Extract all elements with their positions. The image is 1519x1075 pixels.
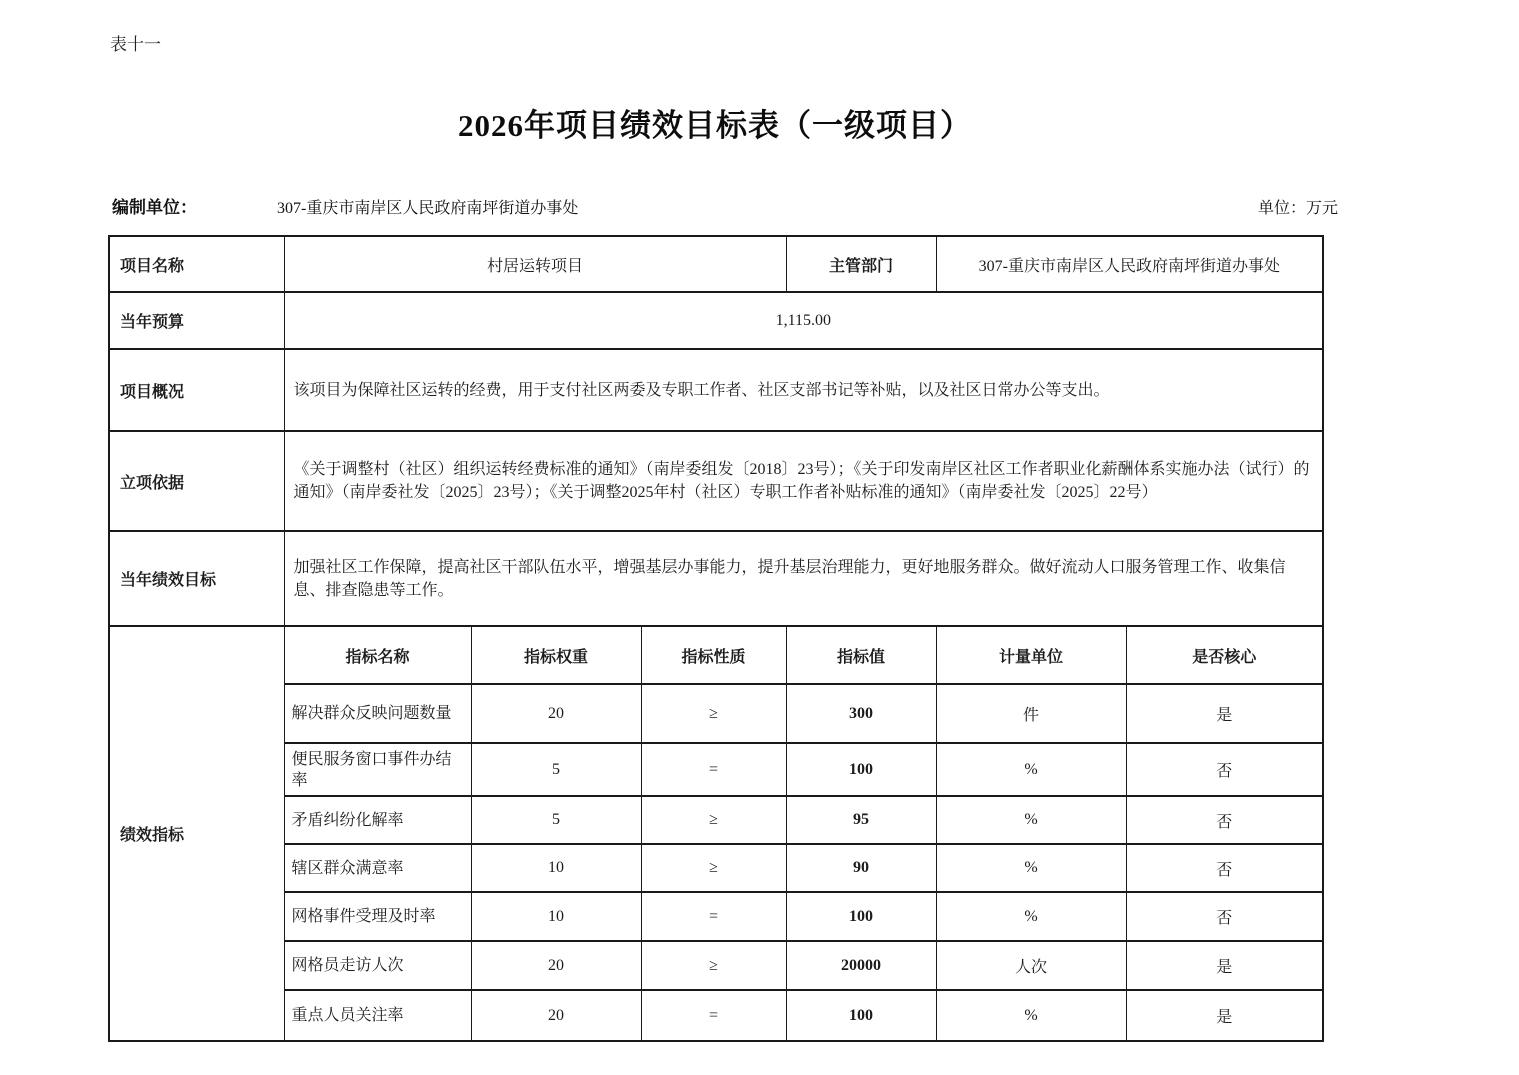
indicator-name: 重点人员关注率 <box>284 990 471 1041</box>
project-name-value: 村居运转项目 <box>284 236 786 292</box>
indicator-weight: 20 <box>471 990 641 1041</box>
indicator-core: 是 <box>1126 990 1323 1041</box>
table-row <box>109 349 1323 431</box>
prepared-by-label: 编制单位： <box>112 198 197 217</box>
indicator-nature: ≥ <box>641 844 786 892</box>
basis-label: 立项依据 <box>109 431 284 531</box>
col-header-value: 指标值 <box>786 626 936 684</box>
department-label: 主管部门 <box>786 236 936 292</box>
indicator-nature: = <box>641 743 786 796</box>
indicator-row <box>109 684 1323 743</box>
indicator-row <box>109 892 1323 941</box>
indicator-value: 100 <box>786 892 936 941</box>
indicator-name: 矛盾纠纷化解率 <box>284 796 471 844</box>
indicator-value: 90 <box>786 844 936 892</box>
indicator-unit: % <box>936 892 1126 941</box>
table-row <box>109 531 1323 626</box>
overview-text: 该项目为保障社区运转的经费，用于支付社区两委及专职工作者、社区支部书记等补贴，以及社区日常办公等支出。 <box>284 349 1323 431</box>
indicator-weight: 10 <box>471 844 641 892</box>
indicator-name: 解决群众反映问题数量 <box>284 684 471 743</box>
goal-label: 当年绩效目标 <box>109 531 284 626</box>
performance-target-table <box>108 235 1324 1042</box>
meta-row <box>112 193 1338 218</box>
indicator-weight: 20 <box>471 941 641 990</box>
indicator-weight: 5 <box>471 796 641 844</box>
table-row <box>109 431 1323 531</box>
indicator-core: 是 <box>1126 941 1323 990</box>
indicator-core: 否 <box>1126 892 1323 941</box>
goal-text: 加强社区工作保障，提高社区干部队伍水平，增强基层办事能力，提升基层治理能力，更好地服务群众。做好流动人口服务管理工作、收集信息、排查隐患等工作。 <box>284 531 1323 626</box>
indicator-nature: ≥ <box>641 684 786 743</box>
indicator-row <box>109 844 1323 892</box>
indicator-core: 是 <box>1126 684 1323 743</box>
budget-value: 1,115.00 <box>284 292 1323 349</box>
table-row <box>109 292 1323 349</box>
indicator-weight: 10 <box>471 892 641 941</box>
indicator-unit: % <box>936 990 1126 1041</box>
indicator-row <box>109 743 1323 796</box>
indicator-nature: ≥ <box>641 796 786 844</box>
indicator-core: 否 <box>1126 796 1323 844</box>
indicator-unit: % <box>936 796 1126 844</box>
indicator-weight: 5 <box>471 743 641 796</box>
indicator-value: 20000 <box>786 941 936 990</box>
col-header-name: 指标名称 <box>284 626 471 684</box>
indicator-value: 100 <box>786 990 936 1041</box>
col-header-unit: 计量单位 <box>936 626 1126 684</box>
indicator-nature: ≥ <box>641 941 786 990</box>
budget-label: 当年预算 <box>109 292 284 349</box>
col-header-weight: 指标权重 <box>471 626 641 684</box>
basis-text: 《关于调整村（社区）组织运转经费标准的通知》（南岸委组发〔2018〕23号）；《关于印发南岸区社区工作者职业化薪酬体系实施办法（试行）的通知》（南岸委社发〔2025〕23号）；《关于调整2025年村（社区）专职工作者补贴标准的通知》（南岸委社发〔2025〕22号） <box>284 431 1323 531</box>
prepared-by-value: 307-重庆市南岸区人民政府南坪街道办事处 <box>277 200 579 217</box>
indicator-nature: = <box>641 990 786 1041</box>
indicator-header-row <box>109 626 1323 684</box>
indicator-unit: % <box>936 844 1126 892</box>
indicators-section-label: 绩效指标 <box>109 626 284 1041</box>
table-row <box>109 236 1323 292</box>
indicator-nature: = <box>641 892 786 941</box>
indicator-core: 否 <box>1126 743 1323 796</box>
indicator-unit: 人次 <box>936 941 1126 990</box>
indicator-value: 300 <box>786 684 936 743</box>
indicator-name: 网格事件受理及时率 <box>284 892 471 941</box>
col-header-nature: 指标性质 <box>641 626 786 684</box>
indicator-unit: % <box>936 743 1126 796</box>
col-header-core: 是否核心 <box>1126 626 1323 684</box>
indicator-value: 95 <box>786 796 936 844</box>
indicator-name: 便民服务窗口事件办结率 <box>284 743 471 796</box>
project-name-label: 项目名称 <box>109 236 284 292</box>
department-value: 307-重庆市南岸区人民政府南坪街道办事处 <box>936 236 1323 292</box>
indicator-row <box>109 796 1323 844</box>
overview-label: 项目概况 <box>109 349 284 431</box>
indicator-value: 100 <box>786 743 936 796</box>
page-title: 2026年项目绩效目标表（一级项目） <box>458 108 972 143</box>
indicator-unit: 件 <box>936 684 1126 743</box>
indicator-row <box>109 990 1323 1041</box>
currency-unit-note: 单位：万元 <box>1257 200 1338 217</box>
indicator-weight: 20 <box>471 684 641 743</box>
indicator-row <box>109 941 1323 990</box>
indicator-name: 网格员走访人次 <box>284 941 471 990</box>
indicator-name: 辖区群众满意率 <box>284 844 471 892</box>
indicator-core: 否 <box>1126 844 1323 892</box>
table-number-tag: 表十一 <box>110 35 161 54</box>
